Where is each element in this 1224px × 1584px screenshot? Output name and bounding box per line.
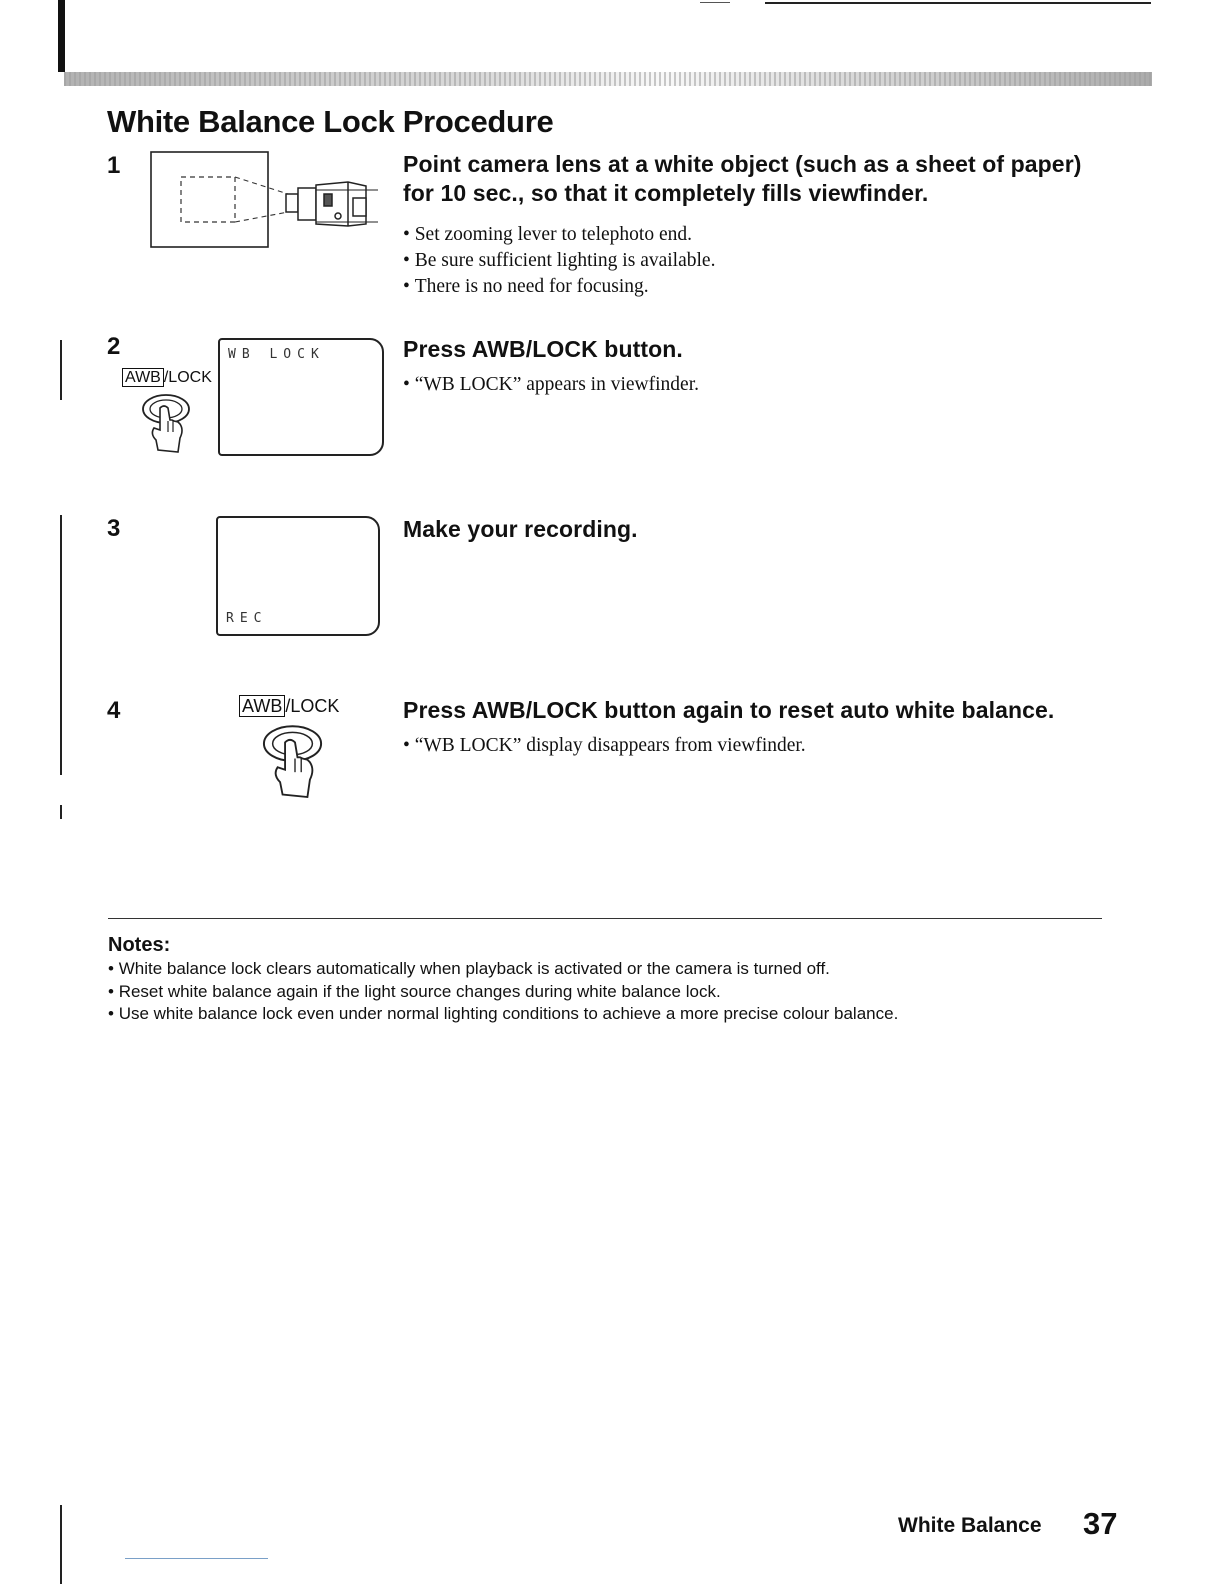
camcorder-icon [286, 182, 378, 226]
step-content [403, 696, 1123, 759]
viewfinder-screen [216, 516, 380, 636]
viewfinder-screen [218, 338, 384, 456]
margin-tick [60, 1505, 62, 1584]
list-item: • Reset white balance again if the light source changes during white balance lock. [108, 981, 898, 1004]
margin-tick [60, 515, 62, 775]
finger-press-icon [260, 720, 330, 802]
bullet-list [403, 222, 1103, 300]
step-heading: Press AWB/LOCK button. [403, 336, 683, 362]
step-number: 2 [107, 333, 121, 360]
step-heading: Point camera lens at a white object (such as a sheet of paper) for 10 sec., so that it completely fills viewfinder. [403, 151, 1082, 206]
scan-line [125, 1558, 268, 1559]
page-number: 37 [1083, 1506, 1118, 1541]
notes-list [108, 958, 898, 1026]
page-title: White Balance Lock Procedure [107, 104, 554, 139]
notes-title: Notes: [108, 934, 171, 956]
awb-lock-button-label [122, 369, 212, 387]
top-rule [700, 2, 730, 3]
list-item: • White balance lock clears automatically when playback is activated or the camera is turned off. [108, 958, 898, 981]
lock-suffix: /LOCK [163, 369, 212, 386]
notes-divider [108, 918, 1102, 919]
list-item: • Be sure sufficient lighting is available. [403, 248, 1103, 274]
awb-lock-button-label [239, 696, 339, 717]
camera-aim-illustration [148, 150, 378, 250]
margin-tick [60, 805, 62, 819]
awb-key: AWB [239, 695, 285, 717]
list-item: • There is no need for focusing. [403, 274, 1103, 300]
step-number: 4 [107, 697, 121, 724]
step-content [403, 150, 1103, 300]
list-item: • “WB LOCK” appears in viewfinder. [403, 372, 1103, 398]
margin-bar [58, 0, 65, 72]
list-item: • Set zooming lever to telephoto end. [403, 222, 1103, 248]
viewfinder-osd-text: REC [226, 611, 268, 626]
top-rule [765, 2, 1151, 4]
halftone-band [64, 72, 1152, 86]
step-content [403, 515, 1103, 544]
step-number: 1 [107, 152, 121, 179]
finger-press-icon [140, 390, 196, 456]
viewfinder-osd-text: WB LOCK [228, 347, 325, 362]
bullet-list [403, 372, 1103, 398]
step-heading: Make your recording. [403, 516, 638, 542]
list-item: • Use white balance lock even under normal lighting conditions to achieve a more precise colour balance. [108, 1003, 898, 1026]
margin-tick [60, 340, 62, 400]
awb-key: AWB [122, 368, 164, 387]
step-content [403, 335, 1103, 398]
lock-suffix: /LOCK [285, 696, 340, 716]
step-heading: Press AWB/LOCK button again to reset auto white balance. [403, 697, 1055, 723]
footer-section-title: White Balance [898, 1514, 1042, 1537]
step-number: 3 [107, 515, 121, 542]
list-item: • “WB LOCK” display disappears from viewfinder. [403, 733, 1123, 759]
bullet-list [403, 733, 1123, 759]
